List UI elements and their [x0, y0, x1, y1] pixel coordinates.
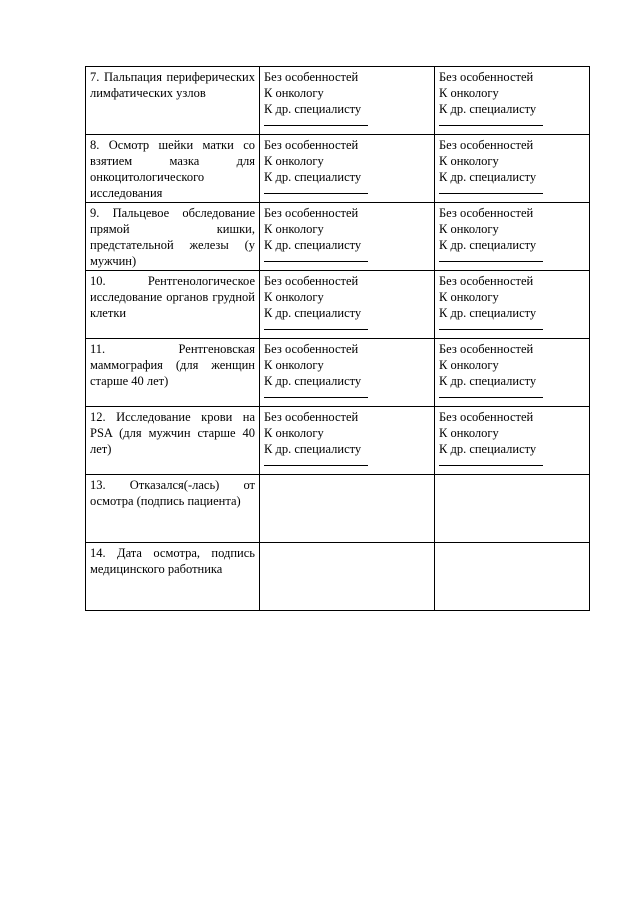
- result-option[interactable]: Без особенностей: [439, 206, 534, 220]
- result-option[interactable]: Без особенностей: [264, 274, 359, 288]
- result-option[interactable]: К др. специалисту: [264, 102, 362, 116]
- exam-item-label: 12. Исследование крови на PSA (для мужчин старше 40 лет): [86, 407, 260, 475]
- result-option[interactable]: К онкологу: [439, 154, 499, 168]
- result-cell-first-visit[interactable]: [260, 203, 435, 271]
- result-option[interactable]: Без особенностей: [264, 342, 359, 356]
- result-cell-first-visit[interactable]: [260, 475, 435, 543]
- signature-line[interactable]: [264, 391, 368, 398]
- signature-line[interactable]: [264, 187, 368, 194]
- result-option[interactable]: К онкологу: [439, 222, 499, 236]
- table-row: [86, 475, 590, 543]
- result-option[interactable]: К онкологу: [439, 426, 499, 440]
- result-option[interactable]: Без особенностей: [439, 138, 534, 152]
- result-option[interactable]: К онкологу: [439, 86, 499, 100]
- result-option[interactable]: К др. специалисту: [439, 102, 537, 116]
- result-option[interactable]: Без особенностей: [439, 410, 534, 424]
- result-cell-second-visit[interactable]: [435, 543, 590, 611]
- signature-line[interactable]: [439, 187, 543, 194]
- result-option[interactable]: К др. специалисту: [264, 170, 362, 184]
- result-cell-second-visit[interactable]: [435, 203, 590, 271]
- result-option[interactable]: К др. специалисту: [439, 238, 537, 252]
- result-cell-second-visit[interactable]: [435, 271, 590, 339]
- signature-line[interactable]: [264, 323, 368, 330]
- table-row: [86, 271, 590, 339]
- result-option[interactable]: Без особенностей: [264, 410, 359, 424]
- signature-line[interactable]: [439, 391, 543, 398]
- result-option[interactable]: К др. специалисту: [439, 170, 537, 184]
- result-cell-first-visit[interactable]: [260, 543, 435, 611]
- table-row: [86, 339, 590, 407]
- result-option[interactable]: К др. специалисту: [264, 306, 362, 320]
- signature-line[interactable]: [264, 119, 368, 126]
- result-cell-first-visit[interactable]: [260, 67, 435, 135]
- exam-item-label: 9. Пальцевое обследование прямой кишки, предстательной железы (у мужчин): [86, 203, 260, 271]
- result-option[interactable]: Без особенностей: [264, 70, 359, 84]
- result-option[interactable]: К онкологу: [264, 222, 324, 236]
- exam-item-label: 13. Отказался(-лась) от осмотра (подпись пациента): [86, 475, 260, 543]
- signature-line[interactable]: [439, 323, 543, 330]
- table-row: [86, 203, 590, 271]
- result-option[interactable]: К онкологу: [264, 426, 324, 440]
- signature-line[interactable]: [264, 459, 368, 466]
- table-row: [86, 135, 590, 203]
- result-option[interactable]: Без особенностей: [264, 138, 359, 152]
- result-option[interactable]: К онкологу: [264, 154, 324, 168]
- result-cell-first-visit[interactable]: [260, 135, 435, 203]
- exam-table-body: [86, 67, 590, 611]
- result-option[interactable]: К онкологу: [264, 86, 324, 100]
- result-option[interactable]: К др. специалисту: [439, 374, 537, 388]
- exam-item-label: 14. Дата осмотра, подпись медицинского работника: [86, 543, 260, 611]
- result-cell-second-visit[interactable]: [435, 135, 590, 203]
- result-option[interactable]: Без особенностей: [439, 342, 534, 356]
- signature-line[interactable]: [439, 255, 543, 262]
- result-cell-first-visit[interactable]: [260, 271, 435, 339]
- result-cell-second-visit[interactable]: [435, 339, 590, 407]
- table-row: [86, 407, 590, 475]
- exam-item-label: 10. Рентгенологическое исследование органов грудной клетки: [86, 271, 260, 339]
- result-cell-second-visit[interactable]: [435, 407, 590, 475]
- result-option[interactable]: К др. специалисту: [439, 442, 537, 456]
- result-option[interactable]: Без особенностей: [439, 274, 534, 288]
- result-option[interactable]: Без особенностей: [264, 206, 359, 220]
- table-row: [86, 543, 590, 611]
- result-option[interactable]: К др. специалисту: [439, 306, 537, 320]
- result-option[interactable]: К онкологу: [439, 290, 499, 304]
- result-option[interactable]: К онкологу: [439, 358, 499, 372]
- result-cell-second-visit[interactable]: [435, 475, 590, 543]
- exam-item-label: 8. Осмотр шейки матки со взятием мазка для онкоцитологического исследования: [86, 135, 260, 203]
- result-cell-first-visit[interactable]: [260, 407, 435, 475]
- signature-line[interactable]: [439, 119, 543, 126]
- result-option[interactable]: Без особенностей: [439, 70, 534, 84]
- result-option[interactable]: К онкологу: [264, 290, 324, 304]
- result-option[interactable]: К онкологу: [264, 358, 324, 372]
- result-option[interactable]: К др. специалисту: [264, 442, 362, 456]
- signature-line[interactable]: [264, 255, 368, 262]
- table-row: [86, 67, 590, 135]
- result-option[interactable]: К др. специалисту: [264, 238, 362, 252]
- exam-item-label: 11. Рентгеновская маммография (для женщин старше 40 лет): [86, 339, 260, 407]
- exam-table: [85, 66, 590, 611]
- result-cell-second-visit[interactable]: [435, 67, 590, 135]
- signature-line[interactable]: [439, 459, 543, 466]
- result-cell-first-visit[interactable]: [260, 339, 435, 407]
- exam-item-label: 7. Пальпация периферических лимфатических узлов: [86, 67, 260, 135]
- result-option[interactable]: К др. специалисту: [264, 374, 362, 388]
